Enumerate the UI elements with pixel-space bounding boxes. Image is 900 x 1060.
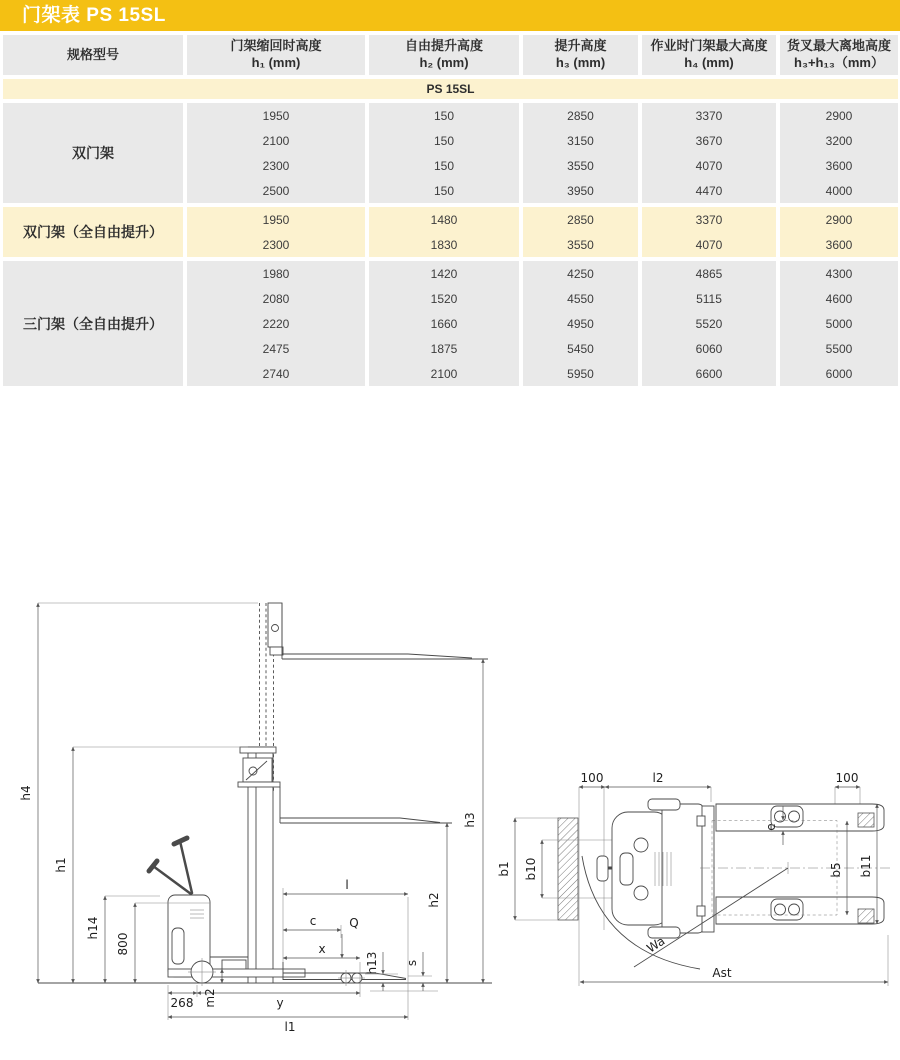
sec1-col-h2	[369, 207, 519, 257]
header-col-h4	[642, 35, 776, 75]
value-cell: 3370	[695, 108, 723, 123]
value-cell: 4550	[567, 291, 594, 306]
sec0-col-h3	[523, 103, 638, 203]
value-cell: 2850	[567, 212, 594, 227]
rack-corner-bottom	[858, 909, 874, 923]
technical-drawings	[0, 560, 900, 1060]
sec0-col-h2	[369, 103, 519, 203]
dim-label-q: Q	[349, 916, 359, 930]
header-col-h3	[523, 35, 638, 75]
value-cell: 2100	[262, 133, 290, 148]
sec1-col-h4	[642, 207, 776, 257]
value-cell: 6600	[695, 366, 723, 381]
sec0-col-h4	[642, 103, 776, 203]
value-cell: 4250	[567, 266, 594, 281]
value-cell: 3150	[567, 133, 594, 148]
dim-label-800: 800	[116, 932, 130, 956]
dim-label-h3: h3	[463, 812, 477, 828]
dim-label-h14: h14	[86, 916, 100, 940]
value-cell: 6000	[825, 366, 853, 381]
value-cell: 1660	[430, 316, 458, 331]
value-cell: 2100	[430, 366, 458, 381]
value-cell: 1830	[430, 237, 458, 252]
header-col-h1	[187, 35, 365, 75]
value-cell: 2900	[825, 108, 853, 123]
value-cell: 4070	[695, 158, 723, 173]
header-text: 门架缩回时高度	[230, 38, 322, 54]
value-cell: 1480	[430, 212, 458, 227]
value-cell: 3950	[567, 183, 594, 198]
header-text: 货叉最大离地高度	[786, 38, 891, 54]
spec-table	[3, 35, 897, 386]
dim-label-100-left: 100	[580, 771, 604, 785]
value-cell: 4950	[567, 316, 594, 331]
sec2-col-h3h13	[780, 261, 898, 386]
dim-label-h2: h2	[427, 892, 441, 908]
value-cell: 2900	[825, 212, 853, 227]
sec1-col-h3	[523, 207, 638, 257]
value-cell: 5000	[825, 316, 853, 331]
dim-label-l1: l1	[284, 1020, 296, 1034]
aisle-wall	[558, 818, 578, 920]
dim-label-b10: b10	[524, 857, 538, 881]
value-cell: 5520	[695, 316, 723, 331]
dim-label-y: y	[276, 996, 284, 1010]
header-subtext: h₄ (mm)	[684, 55, 734, 70]
value-cell: 150	[433, 183, 455, 198]
header-text: 规格型号	[66, 46, 119, 62]
dim-label-s: s	[405, 959, 419, 967]
value-cell: 4070	[695, 237, 723, 252]
sec0-col-h1	[187, 103, 365, 203]
dim-label-b5: b5	[829, 862, 843, 878]
value-cell: 4300	[825, 266, 853, 281]
sec2-col-h4	[642, 261, 776, 386]
dim-label-268: 268	[170, 996, 194, 1010]
value-cell: 1950	[262, 108, 290, 123]
section-label-duplex: 双门架	[3, 103, 183, 203]
dim-label-b1: b1	[497, 861, 511, 877]
dim-label-x: x	[318, 942, 326, 956]
value-cell: 3370	[695, 212, 723, 227]
dim-label-ast: Ast	[712, 966, 732, 980]
dim-label-h4: h4	[19, 785, 33, 801]
section-label-triplex-ffl: 三门架（全自由提升）	[3, 261, 183, 386]
model-subheader: PS 15SL	[3, 79, 898, 99]
value-cell: 1875	[430, 341, 458, 356]
dim-label-c: c	[309, 914, 317, 928]
top-view-drawing	[497, 771, 893, 986]
value-cell: 3550	[567, 237, 594, 252]
header-subtext: h₃+h₁₃（mm）	[794, 55, 884, 70]
value-cell: 2475	[262, 341, 290, 356]
sec0-col-h3h13	[780, 103, 898, 203]
dim-label-100-right: 100	[835, 771, 859, 785]
header-subtext: h₂ (mm)	[419, 55, 469, 70]
value-cell: 5950	[567, 366, 594, 381]
value-cell: 4600	[825, 291, 853, 306]
value-cell: 3550	[567, 158, 594, 173]
sec2-col-h1	[187, 261, 365, 386]
value-cell: 2500	[262, 183, 290, 198]
value-cell: 4000	[825, 183, 853, 198]
dim-label-m2: m2	[203, 988, 217, 1008]
header-col-h2	[369, 35, 519, 75]
dim-label-h1: h1	[54, 857, 68, 873]
dim-label-h13: h13	[365, 951, 379, 975]
value-cell: 4470	[695, 183, 723, 198]
dim-label-l: l	[345, 878, 349, 892]
dim-label-b11: b11	[859, 854, 873, 878]
dim-label-wa: Wa	[644, 933, 668, 956]
header-text: 作业时门架最大高度	[650, 38, 768, 54]
side-view-drawing	[19, 603, 492, 1034]
value-cell: 3670	[695, 133, 723, 148]
section-label-duplex-ffl: 双门架（全自由提升）	[3, 207, 183, 257]
value-cell: 5450	[567, 341, 594, 356]
header-text: 提升高度	[554, 38, 607, 54]
sec2-col-h3	[523, 261, 638, 386]
value-cell: 3600	[825, 158, 853, 173]
value-cell: 4865	[695, 266, 723, 281]
value-cell: 2080	[262, 291, 290, 306]
value-cell: 2300	[262, 158, 290, 173]
header-col-model	[3, 35, 183, 75]
value-cell: 1950	[262, 212, 290, 227]
value-cell: 5115	[696, 291, 722, 306]
value-cell: 1420	[430, 266, 458, 281]
value-cell: 5500	[825, 341, 853, 356]
stacker-body-top	[597, 799, 714, 938]
page-title: 门架表 PS 15SL	[0, 0, 900, 31]
value-cell: 150	[433, 158, 455, 173]
header-subtext: h₃ (mm)	[555, 55, 606, 70]
value-cell: 6060	[695, 341, 723, 356]
header-text: 自由提升高度	[404, 38, 483, 54]
dim-label-e: e	[764, 823, 778, 831]
value-cell: 2220	[262, 316, 290, 331]
header-subtext: h₁ (mm)	[251, 55, 301, 70]
value-cell: 2740	[262, 366, 290, 381]
stacker-body-side	[149, 838, 305, 986]
value-cell: 1520	[430, 291, 458, 306]
header-col-h3h13	[780, 35, 898, 75]
value-cell: 150	[433, 108, 455, 123]
rack-corner-top	[858, 813, 874, 827]
sec1-col-h1	[187, 207, 365, 257]
dim-label-l2: l2	[652, 771, 664, 785]
value-cell: 2300	[262, 237, 290, 252]
value-cell: 150	[433, 133, 455, 148]
value-cell: 3200	[825, 133, 853, 148]
sec2-col-h2	[369, 261, 519, 386]
value-cell: 1980	[262, 266, 290, 281]
value-cell: 2850	[567, 108, 594, 123]
value-cell: 3600	[825, 237, 853, 252]
sec1-col-h3h13	[780, 207, 898, 257]
